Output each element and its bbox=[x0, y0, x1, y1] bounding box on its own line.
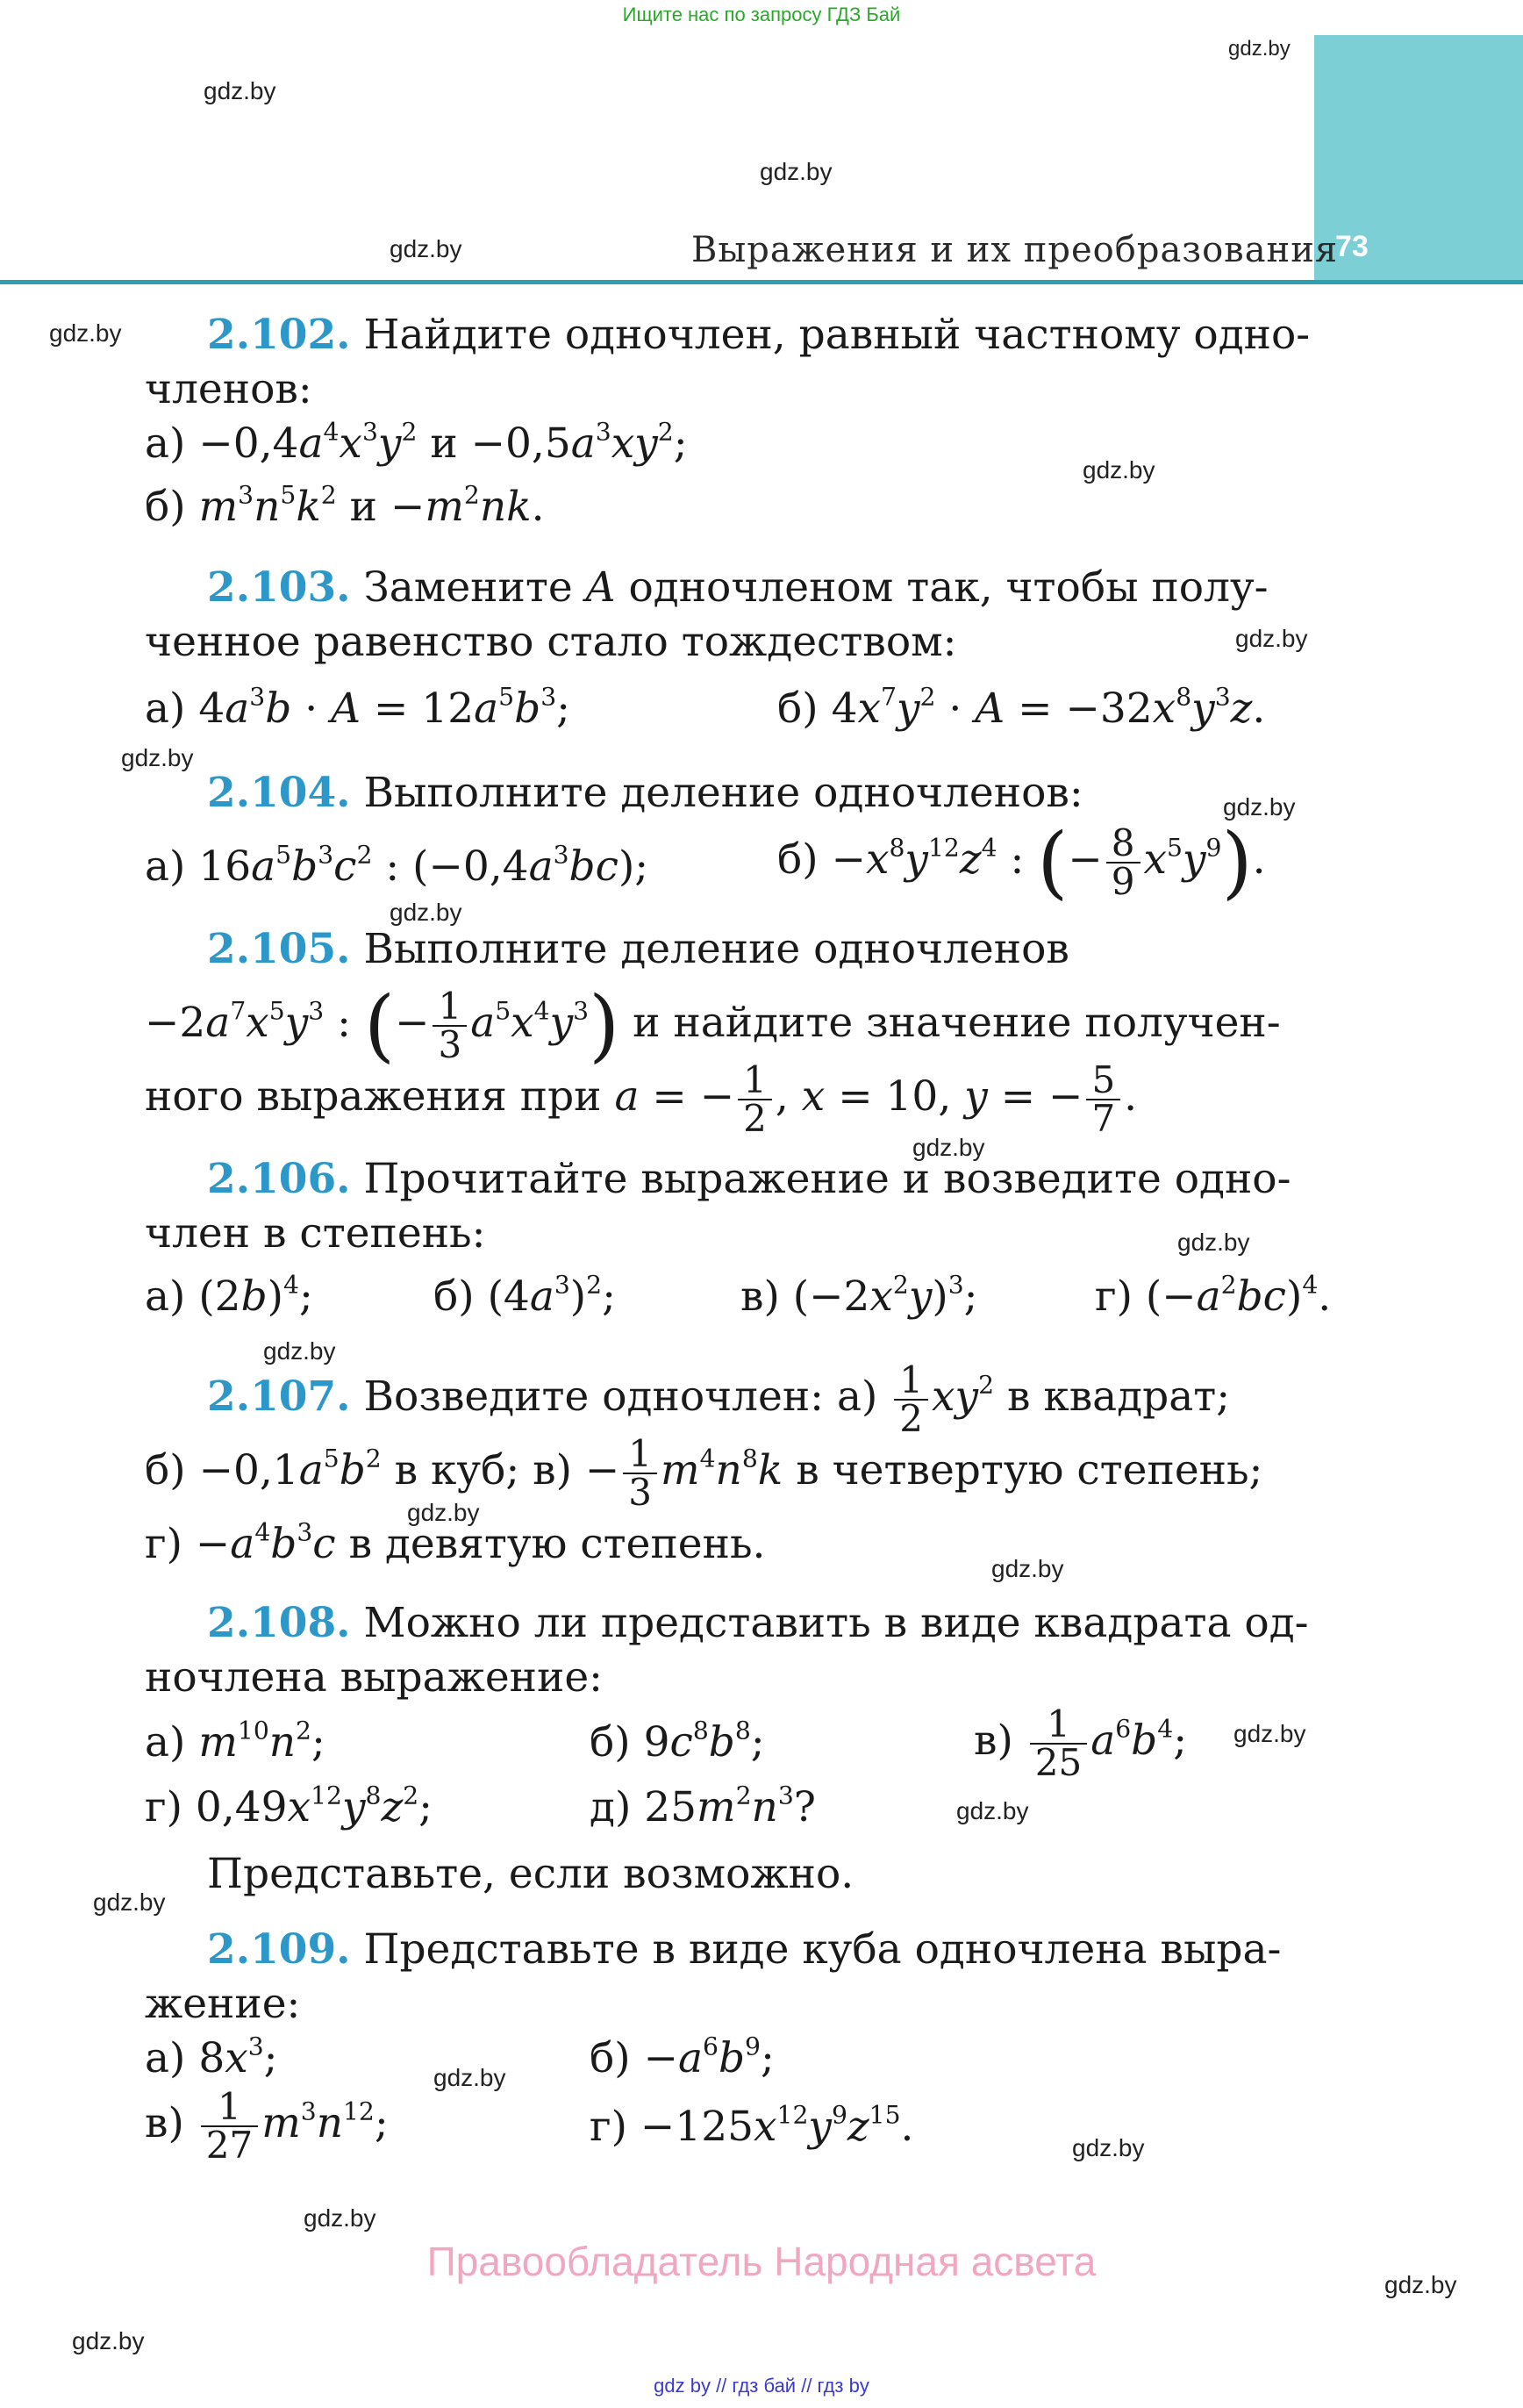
problem-text: Можно ли представить в виде квадрата од- bbox=[350, 1599, 1309, 1647]
page-number: 73 bbox=[1335, 230, 1369, 263]
item-label: в) bbox=[974, 1716, 1026, 1765]
problem-text: г) bbox=[145, 1520, 196, 1568]
footer-links[interactable]: gdz by // гдз бай // гдз by bbox=[654, 2375, 869, 2397]
problem-2-103-a: а) $4a^3b \cdot A = 12a^5b^3$; bbox=[145, 682, 570, 733]
problem-2-108-line1 bbox=[207, 1601, 1309, 1646]
problem-number: 2.107. bbox=[207, 1372, 351, 1421]
problem-2-108-d: г) $0,49x^{12}y^8z^2$; bbox=[145, 1781, 433, 1831]
copyright-owner: Правообладатель Народная асвета bbox=[426, 2239, 1097, 2284]
item-label: г) bbox=[590, 2103, 640, 2151]
item-label: а) bbox=[145, 1718, 199, 1767]
problem-2-107-line3: $г) -a^4b^3c$ в девятую степень. bbox=[145, 1517, 766, 1568]
item-label: а) bbox=[145, 842, 199, 891]
item-label: б) bbox=[433, 1272, 488, 1321]
problem-text: в четвертую степень; bbox=[783, 1446, 1263, 1494]
watermark: gdz.by bbox=[1223, 793, 1296, 821]
item-label: а) bbox=[145, 419, 199, 468]
watermark: gdz.by bbox=[912, 1134, 985, 1161]
watermark: gdz.by bbox=[72, 2327, 145, 2354]
problem-2-107-line2: $б) -0,1a^5b^2$ в куб; в) − $\frac{1}{3}$ $m^4n^8k$ в четвертую степень; bbox=[145, 1432, 1263, 1514]
running-header: Выражения и их преобразования bbox=[691, 230, 1339, 270]
problem-2-105-line2: $-2a^7x^5y^3$ : (− $\frac{1}{3}$ $a^5x^4y^3$) и найдите значение получен- bbox=[145, 979, 1281, 1071]
watermark: gdz.by bbox=[433, 2064, 506, 2091]
item-label: а) bbox=[145, 684, 199, 733]
problem-2-107-line1: 2.107. Возведите одночлен: а) $\frac{1}{2}$ $xy^2$ в квадрат; bbox=[207, 1358, 1231, 1440]
problem-2-105-line1 bbox=[207, 927, 1069, 972]
item-label: б) bbox=[590, 1718, 644, 1767]
problem-2-109-line1 bbox=[207, 1927, 1281, 1973]
watermark: gdz.by bbox=[263, 1337, 336, 1365]
problem-text: и найдите значение получен- bbox=[619, 999, 1281, 1047]
problem-text: Выполните деление одночленов bbox=[350, 925, 1069, 973]
problem-text: Возведите одночлен: а) bbox=[350, 1372, 891, 1421]
problem-2-106-a: а) $(2b)^4$; bbox=[145, 1270, 313, 1321]
watermark: gdz.by bbox=[121, 744, 194, 771]
problem-2-103-line2: ченное равенство стало тождеством: bbox=[145, 618, 957, 666]
problem-2-109-line2: жение: bbox=[145, 1980, 301, 2028]
watermark: gdz.by bbox=[1228, 37, 1291, 61]
item-label: в) bbox=[740, 1272, 793, 1321]
watermark: gdz.by bbox=[760, 158, 833, 185]
problem-2-106-b: б) $(4a^3)^2$; bbox=[433, 1270, 616, 1321]
problem-number: 2.104. bbox=[207, 769, 351, 817]
problem-number: 2.109. bbox=[207, 1925, 351, 1974]
watermark: gdz.by bbox=[1384, 2271, 1457, 2298]
search-banner[interactable]: Ищите нас по запросу ГДЗ Бай bbox=[622, 4, 901, 25]
item-label: в) bbox=[145, 2099, 197, 2147]
problem-text: Представьте в виде куба одночлена выра- bbox=[350, 1925, 1282, 1974]
problem-2-108-a: а) $m^{10}n^2$; bbox=[145, 1716, 325, 1767]
item-label: б) bbox=[777, 835, 832, 884]
problem-2-108-e: д) $25m^2n^3$? bbox=[590, 1781, 816, 1831]
problem-2-109-c: в) $\frac{1}{27}$ $m^3n^{12}$; bbox=[145, 2085, 389, 2167]
problem-number: 2.105. bbox=[207, 925, 351, 973]
watermark: gdz.by bbox=[1233, 1720, 1306, 1747]
problem-text: одночленом так, чтобы полу- bbox=[615, 563, 1269, 612]
problem-text: ного выражения при bbox=[145, 1072, 615, 1121]
problem-2-104-a: а) $16a^5b^3c^2$ : $(-0,4a^3bc)$; bbox=[145, 840, 649, 891]
problem-2-102-line2: членов: bbox=[145, 365, 312, 413]
problem-text: в девятую степень. bbox=[335, 1520, 766, 1568]
problem-2-104-b: $б) -x^8y^{12}z^4$ : (− $\frac{8}{9}$ $x^5y^9$). bbox=[777, 816, 1266, 908]
item-label: а) bbox=[145, 2034, 199, 2082]
watermark: gdz.by bbox=[1083, 456, 1155, 484]
problem-2-108-c: в) $\frac{1}{25}$ $a^6b^4$; bbox=[974, 1702, 1188, 1784]
problem-2-106-line2: член в степень: bbox=[145, 1209, 486, 1258]
problem-2-104-line1 bbox=[207, 770, 1083, 816]
watermark: gdz.by bbox=[1177, 1229, 1250, 1256]
problem-2-102-b: б) $m^3n^5k^2$ $и -m^2nk$. bbox=[145, 480, 545, 531]
problem-number: 2.106. bbox=[207, 1155, 351, 1203]
item-label: а) bbox=[145, 1272, 199, 1321]
item-label: г) bbox=[1095, 1272, 1146, 1321]
problem-2-102-line1 bbox=[207, 312, 1310, 358]
problem-text: Прочитайте выражение и возведите одно- bbox=[350, 1155, 1291, 1203]
item-label: д) bbox=[590, 1783, 645, 1831]
problem-2-103-line1: 2.103. Замените A одночленом так, чтобы полу- bbox=[207, 563, 1269, 612]
problem-text: б) bbox=[145, 1446, 199, 1494]
watermark: gdz.by bbox=[49, 319, 122, 347]
watermark: gdz.by bbox=[390, 899, 462, 926]
problem-text: Выполните деление одночленов: bbox=[350, 769, 1083, 817]
problem-number: 2.108. bbox=[207, 1599, 351, 1647]
watermark: gdz.by bbox=[956, 1797, 1029, 1824]
problem-text: Найдите одночлен, равный частному одно- bbox=[350, 311, 1311, 359]
watermark: gdz.by bbox=[93, 1888, 166, 1916]
problem-2-109-b: $б) -a^6b^9$; bbox=[590, 2032, 775, 2082]
problem-2-106-d: г) $(-a^2bc)^4$. bbox=[1095, 1270, 1332, 1321]
watermark: gdz.by bbox=[204, 77, 276, 104]
watermark: gdz.by bbox=[304, 2204, 376, 2232]
problem-2-106-c: в) $(-2x^2y)^3$; bbox=[740, 1270, 978, 1321]
item-label: б) bbox=[777, 684, 832, 733]
problem-2-103-b: б) $4x^7y^2 \cdot A = -32x^8y^3z$. bbox=[777, 682, 1266, 733]
watermark: gdz.by bbox=[407, 1499, 480, 1526]
problem-2-108-line2: ночлена выражение: bbox=[145, 1653, 603, 1702]
problem-number: 2.103. bbox=[207, 563, 351, 612]
problem-2-109-d: $г) -125x^{12}y^9z^{15}$. bbox=[590, 2100, 914, 2151]
problem-number: 2.102. bbox=[207, 311, 351, 359]
conjunction: и bbox=[336, 483, 390, 531]
problem-2-108-line3: Представьте, если возможно. bbox=[207, 1850, 854, 1898]
watermark: gdz.by bbox=[991, 1555, 1064, 1582]
problem-2-108-b: б) $9c^8b^8$; bbox=[590, 1716, 765, 1767]
watermark: gdz.by bbox=[1235, 625, 1308, 652]
problem-text: в квадрат; bbox=[994, 1372, 1231, 1421]
item-label: б) bbox=[145, 483, 199, 531]
problem-2-105-line3: ного выражения при a = − $\frac{1}{2}$ , x = 10, y = − $\frac{5}{7}$ . bbox=[145, 1058, 1138, 1140]
problem-2-102-a: $а) -0,4a^4x^3y^2$ $и -0,5a^3xy^2$; bbox=[145, 417, 688, 468]
problem-text: в куб; в) bbox=[381, 1446, 585, 1494]
problem-2-106-line1 bbox=[207, 1157, 1291, 1202]
conjunction: и bbox=[417, 419, 471, 468]
watermark: gdz.by bbox=[1072, 2134, 1145, 2161]
problem-text: Замените bbox=[350, 563, 586, 612]
watermark: gdz.by bbox=[390, 235, 462, 262]
problem-2-109-a: а) $8x^3$; bbox=[145, 2032, 278, 2082]
item-label: г) bbox=[145, 1783, 196, 1831]
header-rule bbox=[0, 280, 1523, 284]
item-label: б) bbox=[590, 2034, 644, 2082]
